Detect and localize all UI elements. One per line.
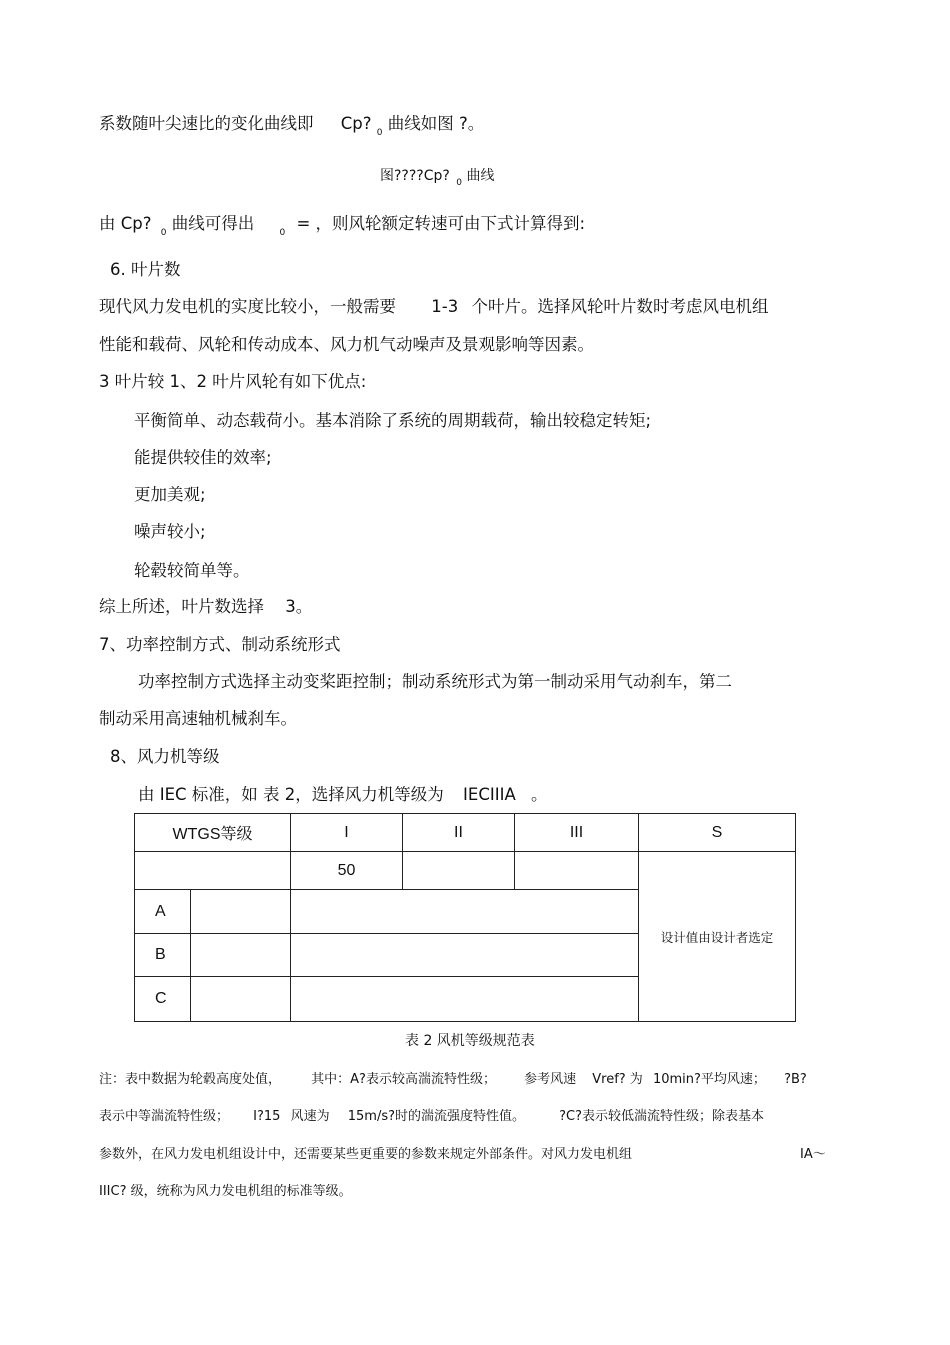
figure-caption	[380, 165, 494, 189]
note-line: IIIC? 级，统称为风力发电机组的标准等级。	[99, 1184, 352, 1199]
figure-caption-text: 图????Cp	[380, 168, 443, 184]
text: 参考风速	[524, 1072, 577, 1087]
table-cell-s-note: 设计值由设计者选定	[639, 852, 796, 1022]
section-heading-blades: 6. 叶片数	[110, 260, 181, 279]
table-cell-empty	[135, 852, 291, 890]
text: 由 Cp	[99, 214, 143, 233]
lambda-subscript: 0	[376, 128, 383, 138]
list-item: 能提供较佳的效率;	[134, 448, 272, 467]
text: = ，则风轮额定转速可由下式计算得到:	[296, 214, 586, 233]
advantages-intro: 3 叶片较 1、2 叶片风轮有如下优点:	[99, 372, 367, 391]
section-heading-control: 7、功率控制方式、制动系统形式	[99, 635, 341, 654]
text: ?B?	[784, 1072, 807, 1087]
table-cell-empty	[191, 934, 291, 977]
lambda-subscript: 0	[456, 178, 463, 188]
note-line-tail: IA～	[800, 1147, 826, 1162]
text: 系数随叶尖速比的变化曲线即	[99, 114, 314, 133]
text: 注：表中数据为轮毂高度处值，	[99, 1072, 282, 1087]
table-caption: 表 2 风机等级规范表	[405, 1033, 535, 1049]
text: 15m/s?时的湍流强度特性值。	[347, 1109, 525, 1124]
lambda-symbol: ?	[142, 214, 152, 233]
paragraph-line	[99, 296, 768, 318]
text: 由 IEC 标准，如 表 2，选择风力机等级为	[138, 785, 444, 804]
text: I?15	[253, 1109, 281, 1124]
list-item: 噪声较小;	[134, 522, 206, 541]
text: 个叶片。选择风轮叶片数时考虑风电机组	[471, 297, 769, 316]
lambda-subscript: 0	[160, 228, 167, 238]
note-line: 参数外，在风力发电机组设计中，还需要某些更重要的参数来规定外部条件。对风力发电机组	[99, 1147, 633, 1162]
text: 综上所述，叶片数选择	[99, 597, 264, 616]
text: 3。	[285, 597, 313, 616]
conclusion-line	[99, 596, 312, 618]
figure-caption-tail: 曲线	[466, 168, 495, 184]
header-cell-class-ii: II	[403, 814, 515, 852]
table-cell-empty	[191, 890, 291, 934]
table-cell-empty	[403, 852, 515, 890]
table-cell-empty	[291, 977, 639, 1022]
table-cell-empty	[291, 890, 639, 934]
header-cell-class-s: S	[639, 814, 796, 852]
note-line	[99, 1069, 807, 1091]
text-line-rated-speed	[99, 213, 585, 238]
header-cell-class-i: I	[291, 814, 403, 852]
table-cell-empty	[515, 852, 639, 890]
text: 曲线如图 ?。	[387, 114, 485, 133]
row-label-b: B	[135, 934, 191, 977]
note-line	[99, 1106, 764, 1128]
table-cell-empty	[191, 977, 291, 1022]
text: 表示中等湍流特性级；	[99, 1109, 230, 1124]
table-cell-value: 50	[291, 852, 403, 890]
lambda-symbol: ?	[362, 114, 372, 133]
table-header-row	[135, 814, 796, 852]
table-cell-empty	[291, 934, 639, 977]
text: IECIIIA	[463, 785, 516, 804]
lambda-subscript: 0	[279, 228, 286, 238]
text: ?C?表示较低湍流特性级；除表基本	[559, 1109, 765, 1124]
header-cell-class-iii: III	[515, 814, 639, 852]
text: 其中：A?表示较高湍流特性级；	[311, 1072, 496, 1087]
text: 。	[531, 785, 548, 804]
text: 现代风力发电机的实度比较小，一般需要	[99, 297, 396, 316]
wind-class-table	[134, 813, 796, 1022]
iec-class-line	[138, 784, 548, 806]
text: 风速为	[290, 1109, 330, 1124]
table-row	[135, 852, 796, 890]
list-item: 更加美观;	[134, 485, 206, 504]
text: Vref? 为	[592, 1072, 643, 1087]
paragraph-line: 性能和载荷、风轮和传动成本、风力机气动噪声及景观影响等因素。	[99, 335, 594, 354]
section-heading-class: 8、风力机等级	[110, 747, 220, 766]
list-item: 轮毂较简单等。	[134, 561, 250, 580]
text-line-curve-intro	[99, 113, 484, 138]
lambda-symbol: ?	[442, 168, 450, 184]
row-label-c: C	[135, 977, 191, 1022]
text: 1-3	[431, 297, 459, 316]
text: 10min?平均风速；	[652, 1072, 766, 1087]
row-label-a: A	[135, 890, 191, 934]
paragraph-line: 功率控制方式选择主动变桨距控制；制动系统形式为第一制动采用气动刹车，第二	[138, 672, 732, 691]
header-cell-wtgs: WTGS等级	[135, 814, 291, 852]
paragraph-line: 制动采用高速轴机械刹车。	[99, 709, 297, 728]
text: 曲线可得出	[171, 214, 255, 233]
list-item: 平衡简单、动态载荷小。基本消除了系统的周期载荷，输出较稳定转矩;	[134, 411, 652, 430]
cp-symbol: Cp	[340, 114, 363, 133]
